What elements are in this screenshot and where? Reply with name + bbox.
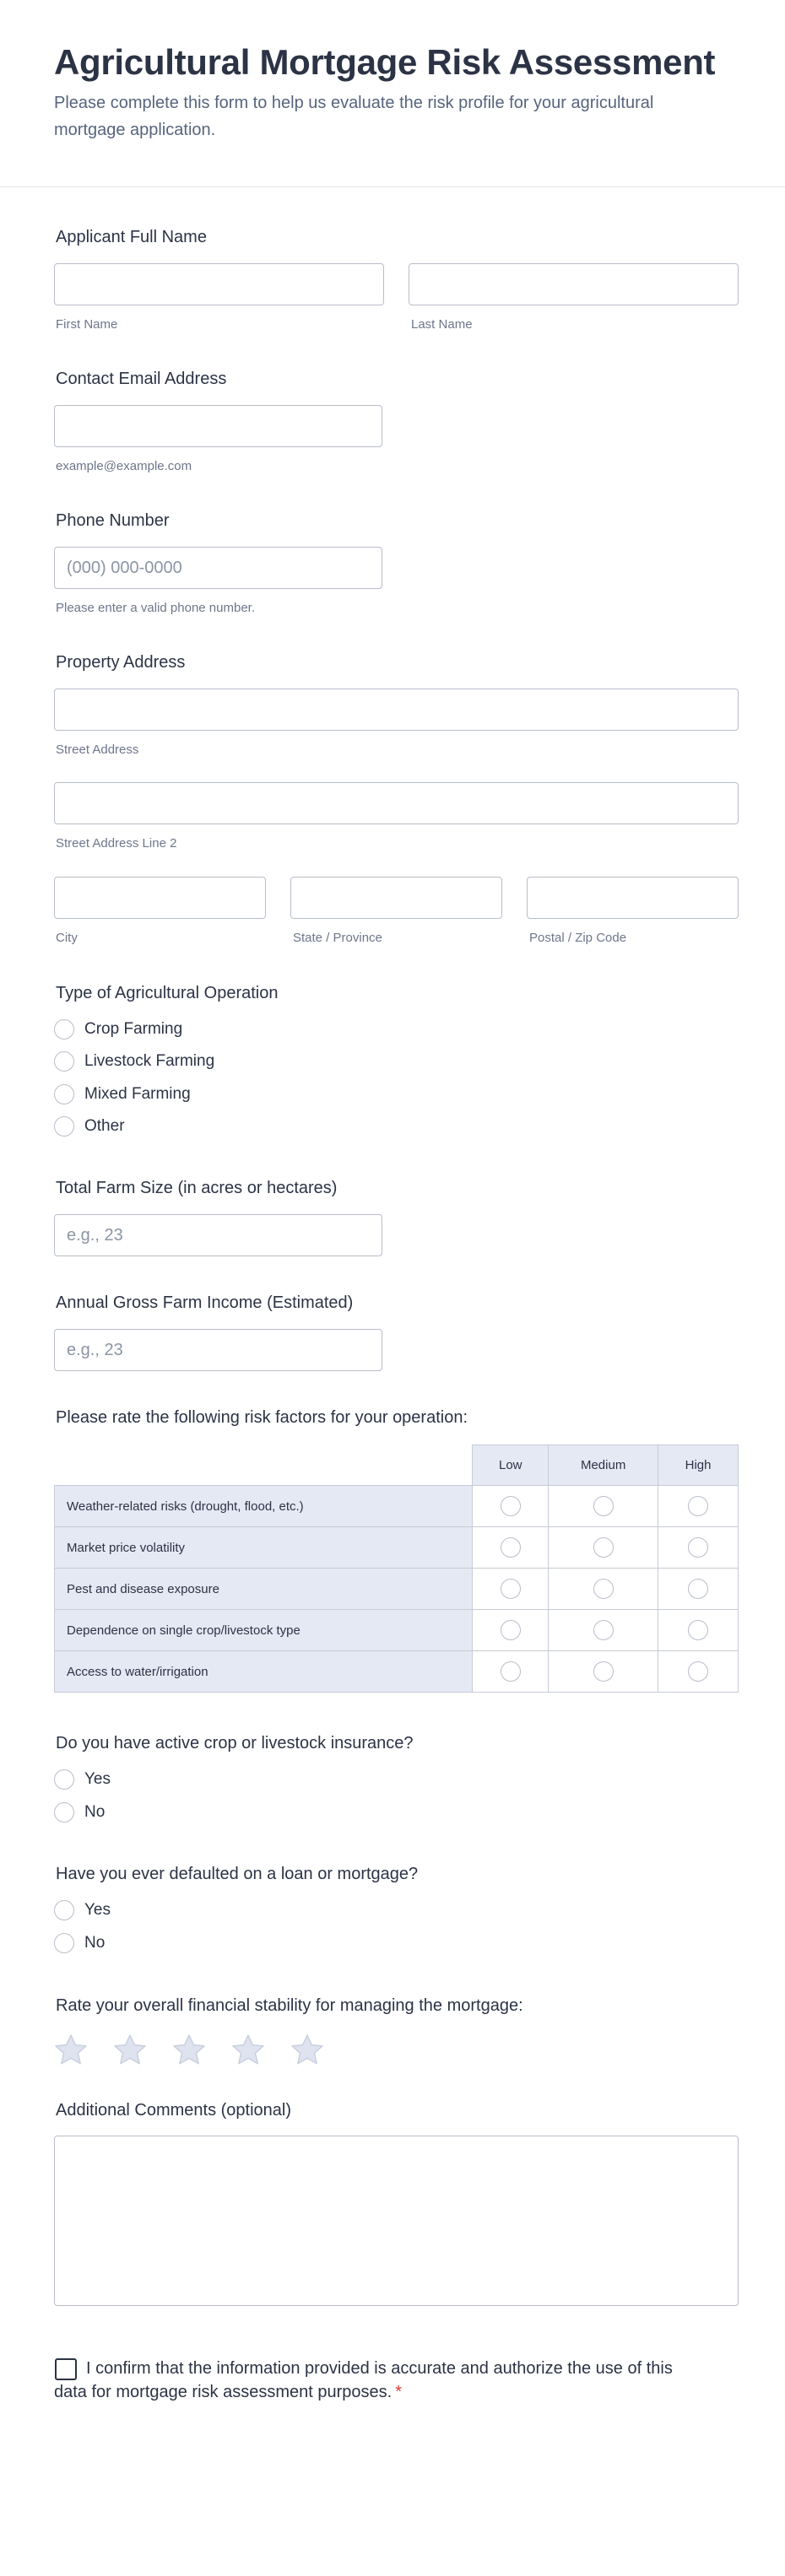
risk-matrix <box>54 1445 739 1693</box>
consent-text <box>54 2357 696 2404</box>
comments-textarea[interactable] <box>54 2136 739 2306</box>
zip-input[interactable] <box>527 877 739 919</box>
operation-option-other[interactable] <box>54 1115 125 1138</box>
option-label: Crop Farming <box>84 1020 183 1038</box>
matrix-radio-high[interactable] <box>688 1579 708 1599</box>
matrix-row-label: Market price volatility <box>55 1527 473 1569</box>
matrix-row-label: Dependence on single crop/livestock type <box>55 1610 473 1651</box>
matrix-column-low: Low <box>473 1445 549 1486</box>
applicant-name-label: Applicant Full Name <box>56 228 207 246</box>
option-label: Mixed Farming <box>84 1085 191 1103</box>
option-label: Livestock Farming <box>84 1052 215 1070</box>
matrix-radio-high[interactable] <box>688 1661 708 1682</box>
matrix-radio-low[interactable] <box>501 1661 521 1682</box>
required-mark: * <box>395 2383 402 2401</box>
email-field[interactable] <box>54 405 382 447</box>
matrix-radio-high[interactable] <box>688 1496 708 1516</box>
street-address-line2-sublabel: Street Address Line 2 <box>56 836 177 851</box>
radio-button[interactable] <box>54 1084 74 1104</box>
matrix-row <box>55 1610 739 1651</box>
matrix-radio-medium[interactable] <box>593 1496 614 1516</box>
insurance-option-no[interactable] <box>54 1801 105 1824</box>
email-label: Contact Email Address <box>56 370 227 388</box>
matrix-row <box>55 1569 739 1610</box>
matrix-column-medium: Medium <box>549 1445 658 1486</box>
matrix-radio-high[interactable] <box>688 1620 708 1640</box>
option-label: Yes <box>84 1770 111 1788</box>
risk-matrix-label: Please rate the following risk factors for your operation: <box>56 1408 468 1427</box>
state-sublabel: State / Province <box>293 931 382 945</box>
matrix-radio-medium[interactable] <box>593 1620 614 1640</box>
matrix-radio-low[interactable] <box>501 1620 521 1640</box>
farm-size-label: Total Farm Size (in acres or hectares) <box>56 1179 338 1197</box>
matrix-radio-low[interactable] <box>501 1537 521 1558</box>
city-input[interactable] <box>54 877 266 919</box>
star-icon[interactable] <box>171 2032 208 2069</box>
matrix-corner <box>55 1445 473 1486</box>
farm-size-input[interactable]: e.g., 23 <box>54 1214 382 1256</box>
operation-option-livestock[interactable] <box>54 1050 214 1073</box>
matrix-radio-low[interactable] <box>501 1496 521 1516</box>
star-icon[interactable] <box>52 2032 89 2069</box>
star-rating <box>52 2032 348 2069</box>
first-name-sublabel: First Name <box>56 317 118 332</box>
radio-button[interactable] <box>54 1051 74 1072</box>
matrix-radio-low[interactable] <box>501 1579 521 1599</box>
phone-field[interactable]: (000) 000-0000 <box>54 547 382 589</box>
street-address-sublabel: Street Address <box>56 743 139 757</box>
stability-label: Rate your overall financial stability for managing the mortgage: <box>56 1996 523 2015</box>
income-label: Annual Gross Farm Income (Estimated) <box>56 1293 354 1312</box>
form-header <box>0 0 785 187</box>
star-icon[interactable] <box>230 2032 267 2069</box>
option-label: No <box>84 1803 106 1821</box>
matrix-row-label: Pest and disease exposure <box>55 1569 473 1610</box>
option-label: Yes <box>84 1901 111 1919</box>
street-address-line2-input[interactable] <box>54 782 739 824</box>
operation-option-crop[interactable] <box>54 1018 182 1041</box>
radio-button[interactable] <box>54 1019 74 1040</box>
comments-label: Additional Comments (optional) <box>56 2101 292 2120</box>
street-address-input[interactable] <box>54 689 739 731</box>
operation-option-mixed[interactable] <box>54 1083 191 1106</box>
email-sublabel: example@example.com <box>56 459 192 473</box>
consent-label: I confirm that the information provided is accurate and authorize the use of this data for mortgage risk assessment purposes. <box>54 2359 673 2401</box>
matrix-row-label: Access to water/irrigation <box>55 1651 473 1693</box>
insurance-option-yes[interactable] <box>54 1768 111 1791</box>
option-label: Other <box>84 1117 125 1135</box>
matrix-row <box>55 1651 739 1693</box>
matrix-column-high: High <box>658 1445 739 1486</box>
last-name-sublabel: Last Name <box>411 317 473 332</box>
city-sublabel: City <box>56 931 78 945</box>
state-input[interactable] <box>290 877 502 919</box>
radio-button[interactable] <box>54 1769 74 1790</box>
radio-button[interactable] <box>54 1933 74 1953</box>
income-input[interactable]: e.g., 23 <box>54 1329 382 1371</box>
operation-type-label: Type of Agricultural Operation <box>56 984 279 1002</box>
default-option-yes[interactable] <box>54 1898 111 1922</box>
radio-button[interactable] <box>54 1900 74 1920</box>
matrix-row <box>55 1527 739 1569</box>
default-label: Have you ever defaulted on a loan or mortgage? <box>56 1865 419 1883</box>
matrix-radio-high[interactable] <box>688 1537 708 1558</box>
star-icon[interactable] <box>289 2032 326 2069</box>
matrix-radio-medium[interactable] <box>593 1661 614 1682</box>
insurance-label: Do you have active crop or livestock insurance? <box>56 1734 414 1752</box>
address-label: Property Address <box>56 653 186 672</box>
radio-button[interactable] <box>54 1802 74 1823</box>
default-option-no[interactable] <box>54 1931 105 1955</box>
matrix-row <box>55 1486 739 1527</box>
phone-sublabel: Please enter a valid phone number. <box>56 601 255 615</box>
option-label: No <box>84 1934 106 1952</box>
page-title: Agricultural Mortgage Risk Assessment <box>54 42 716 82</box>
matrix-radio-medium[interactable] <box>593 1537 614 1558</box>
star-icon[interactable] <box>111 2032 149 2069</box>
first-name-input[interactable] <box>54 263 384 305</box>
page-subtitle: Please complete this form to help us evaluate the risk profile for your agricultural mortgage application. <box>54 94 654 139</box>
matrix-row-label: Weather-related risks (drought, flood, etc.) <box>55 1486 473 1527</box>
radio-button[interactable] <box>54 1116 74 1137</box>
phone-label: Phone Number <box>56 511 170 530</box>
last-name-input[interactable] <box>409 263 739 305</box>
matrix-radio-medium[interactable] <box>593 1579 614 1599</box>
zip-sublabel: Postal / Zip Code <box>529 931 627 945</box>
